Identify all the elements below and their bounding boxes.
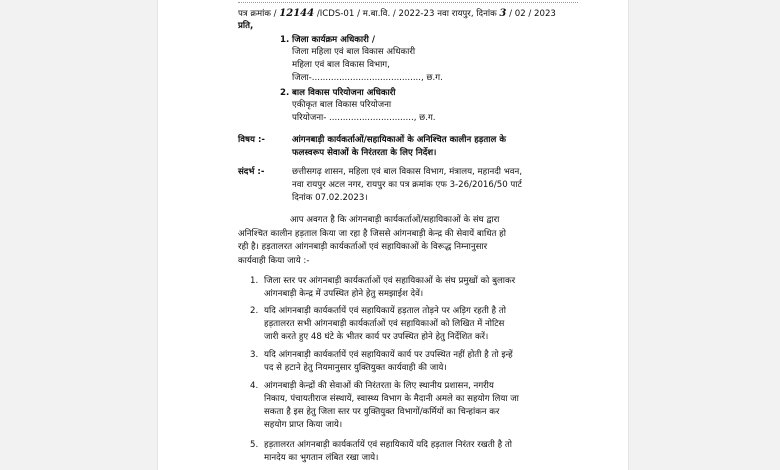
point-4-line2: निकाय, पंचायतीराज संस्थायें, स्वास्थ्य विभाग के मैदानी अमले का सहयोग लिया जा [264,394,519,404]
point-5-line1: हड़तालरत आंगनबाड़ी कार्यकर्तायें एवं सहायिकायें यदि हड़ताल निरंतर रखती है तो [264,440,513,450]
patra-kramank-label: पत्र क्रमांक / [238,9,277,19]
patra-number: 12144 [279,8,315,19]
point-1-number: 1. [250,276,259,286]
top-divider [238,2,578,3]
reference-label: संदर्भ :- [238,167,265,177]
point-5-line2: मानदेय का भुगतान लंबित रखा जाये। [264,453,379,463]
body-line-1: आप अवगत है कि आंगनबाड़ी कार्यकर्ताओं/सहायिकाओं के संघ द्वारा [290,215,500,225]
point-5-number: 5. [250,440,259,450]
ref-code: /ICDS-01 / म.बा.वि. / 2022-23 नवा रायपुर, दिनांक [316,9,497,19]
recipient-2-line2: परियोजना- ..............................., छ.ग. [292,113,436,123]
recipient-2-line1: एकीकृत बाल विकास परियोजना [292,100,392,110]
body-line-3: रही है। हड़तालरत आंगनबाड़ी कार्यकर्ताओं एवं सहायिकाओं के विरूद्ध निम्नानुसार [238,242,488,252]
recipient-2-number: 2. [280,88,290,98]
letter-number-line [238,8,556,20]
recipient-1-number: 1. [280,35,290,45]
body-line-2: अनिश्चित कालीन हड़ताल किया जा रहा है जिससे आंगनबाड़ी केन्द्र की सेवायें बाधित हो [238,229,506,239]
point-4-line1: आंगनबाड़ी केन्द्रों की सेवाओं की निरंतरता के लिए स्थानीय प्रशासन, नगरीय [264,381,494,391]
date-day: 3 [499,8,507,19]
subject-line2: फलस्वरूप सेवाओं के निरंतरता के लिए निर्देश। [292,148,437,158]
point-4-line3: सकता है इस हेतु जिला स्तर पर युक्तियुक्त विभागों/कर्मियों का चिन्हांकन कर [264,407,500,417]
point-4-number: 4. [250,381,259,391]
recipient-1-line2: महिला एवं बाल विकास विभाग, [292,60,390,70]
point-1-line2: आंगनबाड़ी केन्द्र में उपस्थित होने हेतु समझाईश देवें। [264,289,424,299]
point-4-line4: सहयोग प्राप्त किया जाये। [264,420,343,430]
recipient-1-line3: जिला-........................................, छ.ग. [292,73,443,83]
point-2-line2: हड़तालरत सभी आंगनबाड़ी कार्यकर्ताओं एवं सहायिकाओं को लिखित में नोटिस [264,319,505,329]
point-3-line2: पद से हटाने हेतु नियमानुसार युक्तियुक्त कार्यवाही की जाये। [264,363,447,373]
letter-page [158,0,628,470]
subject-label: विषय :- [238,135,265,145]
point-2-line3: जारी करते हुए 48 घंटे के भीतर कार्य पर उपस्थित होने हेतु निर्देशित करें। [264,332,489,342]
recipient-1-title: जिला कार्यक्रम अधिकारी / [292,35,375,45]
reference-line3: दिनांक 07.02.2023। [292,193,368,203]
reference-line2: नवा रायपुर अटल नगर, रायपुर का पत्र क्रमांक एफ 3-26/2016/50 पार्ट [292,180,522,190]
reference-line1: छत्तीसगढ़ शासन, महिला एवं बाल विकास विभाग, मंत्रालय, महानदी भवन, [292,167,523,177]
subject-line1: आंगनबाड़ी कार्यकर्ताओं/सहायिकाओं के अनिश्चित कालीन हड़ताल के [292,135,506,145]
prati-label: प्रति, [238,21,254,31]
body-line-4: कार्यवाही किया जाये :- [238,256,310,266]
date-month-year: / 02 / 2023 [509,9,556,19]
point-3-line1: यदि आंगनबाड़ी कार्यकर्तायें एवं सहायिकायें कार्य पर उपस्थित नहीं होती है तो इन्हें [264,350,513,360]
point-2-number: 2. [250,306,259,316]
point-2-line1: यदि आंगनबाड़ी कार्यकर्तायें एवं सहायिकायें हड़ताल तोड़ने पर अड़िग रहती है तो [264,306,506,316]
point-1-line1: जिला स्तर पर आंगनबाड़ी कार्यकर्ताओं एवं सहायिकाओं के संघ प्रमुखों को बुलाकर [264,276,516,286]
recipient-1-line1: जिला महिला एवं बाल विकास अधिकारी [292,47,416,57]
point-3-number: 3. [250,350,259,360]
recipient-2-title: बाल विकास परियोजना अधिकारी [292,88,396,98]
